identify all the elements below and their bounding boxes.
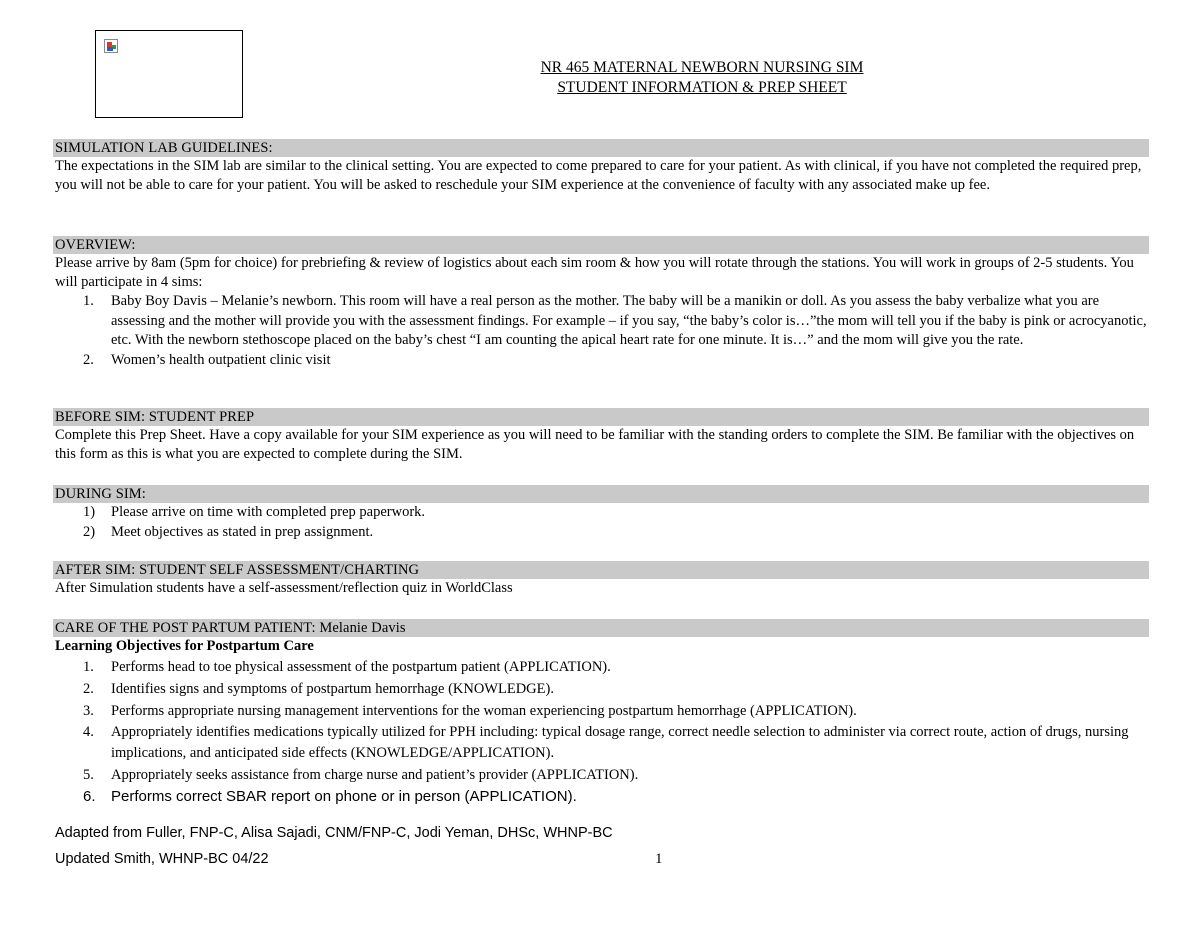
list-item: 2) Meet objectives as stated in prep assignment. — [83, 523, 374, 540]
page-number: 1 — [655, 851, 663, 867]
section-before-sim — [53, 408, 1149, 464]
after-text: After Simulation students have a self-assessment/reflection quiz in WorldClass — [55, 580, 513, 596]
section-guidelines — [53, 139, 1149, 195]
section-care-postpartum — [53, 619, 1149, 808]
guidelines-text: The expectations in the SIM lab are similar to the clinical setting. You are expected to come prepared to care for your patient. As with clinical, if you have not completed the required prep, you will not be able to care for your patient. You will be asked to reschedule your SIM experience at the convenience of faculty with any associated make up fee. — [55, 158, 1142, 193]
list-item: 4. Appropriately identifies medications typically utilized for PPH including: typical dosage range, correct needle selection to administer via correct route, action of drugs, nursing implications, and anticipated side effects (KNOWLEDGE/APPLICATION). — [83, 724, 1129, 761]
section-heading: SIMULATION LAB GUIDELINES: — [53, 139, 1149, 157]
section-during-sim — [53, 485, 1149, 542]
learning-objectives-list — [55, 656, 1149, 808]
title-line-1: NR 465 MATERNAL NEWBORN NURSING SIM — [540, 59, 864, 76]
footer-updated: Updated Smith, WHNP-BC 04/22 — [55, 851, 269, 867]
list-item: 3. Performs appropriate nursing management interventions for the woman experiencing postpartum hemorrhage (APPLICATION). — [83, 703, 857, 719]
learning-objectives-heading: Learning Objectives for Postpartum Care — [55, 638, 314, 654]
section-after-sim — [53, 561, 1149, 598]
section-heading: DURING SIM: — [53, 485, 1149, 503]
list-item: 1) Please arrive on time with completed prep paperwork. — [83, 504, 426, 520]
during-list — [55, 503, 1149, 542]
list-item: 2. Women’s health outpatient clinic visit — [83, 351, 331, 368]
footer-credits: Adapted from Fuller, FNP-C, Alisa Sajadi, CNM/FNP-C, Jodi Yeman, DHSc, WHNP-BC — [55, 825, 613, 841]
document-title — [480, 58, 924, 98]
logo-placeholder — [95, 30, 243, 118]
before-text: Complete this Prep Sheet. Have a copy available for your SIM experience as you will need to be familiar with the standing orders to complete the SIM. Be familiar with the objectives on this form as this is what you are expected to complete during the SIM. — [55, 427, 1135, 462]
title-line-2: STUDENT INFORMATION & PREP SHEET — [557, 79, 847, 96]
overview-list — [55, 292, 1149, 370]
list-item: 1. Baby Boy Davis – Melanie’s newborn. This room will have a real person as the mother. The baby will be a manikin or doll. As you assess the baby verbalize what you are assessing and the mother will provide you with the assessment findings. For example – if you say, “the baby’s color is…”the mom will tell you if the baby is pink or acrocyanotic, etc. With the newborn stethoscope placed on the baby’s chest “I am counting the apical heart rate for one minute. It is…” and the mom will give you the rate. — [83, 293, 1147, 348]
list-item: 6. Performs correct SBAR report on phone or in person (APPLICATION). — [83, 788, 577, 805]
broken-image-icon — [104, 39, 118, 53]
list-item: 1. Performs head to toe physical assessment of the postpartum patient (APPLICATION). — [83, 659, 611, 675]
section-overview — [53, 236, 1149, 370]
list-item: 2. Identifies signs and symptoms of postpartum hemorrhage (KNOWLEDGE). — [83, 681, 554, 697]
section-heading: AFTER SIM: STUDENT SELF ASSESSMENT/CHARTING — [53, 561, 1149, 579]
section-heading: OVERVIEW: — [53, 236, 1149, 254]
section-heading: BEFORE SIM: STUDENT PREP — [53, 408, 1149, 426]
section-heading: CARE OF THE POST PARTUM PATIENT: Melanie Davis — [53, 619, 1149, 637]
list-item: 5. Appropriately seeks assistance from charge nurse and patient’s provider (APPLICATION). — [83, 767, 639, 783]
overview-intro: Please arrive by 8am (5pm for choice) for prebriefing & review of logistics about each sim room & how you will rotate through the stations. You will work in groups of 2-5 students. You will participate in 4 sims: — [55, 255, 1134, 290]
